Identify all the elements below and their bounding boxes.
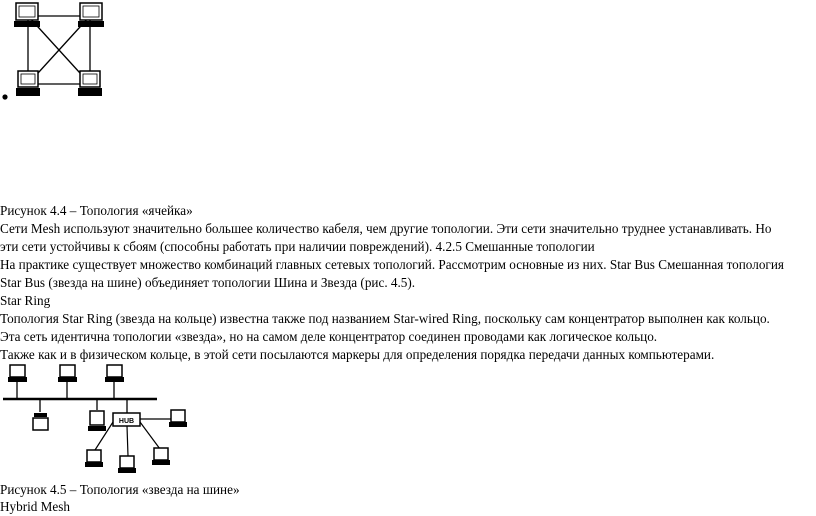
- paragraph-line: Star Bus (звезда на шине) объединяет топологии Шина и Звезда (рис. 4.5).: [0, 275, 416, 290]
- computer-icon: [105, 365, 124, 382]
- hub-label: HUB: [118, 418, 135, 425]
- computer-icon: [78, 71, 102, 96]
- computer-icon: [169, 410, 187, 427]
- paragraph-line: На практике существует множество комбинаций главных сетевых топологий. Рассмотрим основные из них. Star Bus Смешанная топология: [0, 257, 784, 272]
- computer-icon: [88, 411, 106, 431]
- paragraph-line: эти сети устойчивы к сбоям (способны работать при наличии повреждений). 4.2.5 Смешанные топологии: [0, 239, 595, 254]
- heading-star-ring: Star Ring: [0, 293, 51, 308]
- computer-icon: [14, 3, 40, 27]
- caption-figure-4-5: Рисунок 4.5 – Топология «звезда на шине»: [0, 482, 240, 497]
- caption-figure-4-4: Рисунок 4.4 – Топология «ячейка»: [0, 203, 193, 218]
- figure-star-bus-topology: [0, 360, 200, 475]
- paragraph-line: Сети Mesh используют значительно большее количество кабеля, чем другие топологии. Эти сети значительно труднее устанавливать. Но: [0, 221, 772, 236]
- computer-icon: [16, 71, 40, 96]
- computer-icon: [118, 456, 136, 473]
- heading-hybrid-mesh: Hybrid Mesh: [0, 499, 70, 514]
- computer-icon: [33, 413, 48, 430]
- computer-icon: [85, 450, 103, 467]
- paragraph-line: Топология Star Ring (звезда на кольце) известна также под названием Star-wired Ring, поскольку сам концентратор выполнен как кольцо.: [0, 311, 770, 326]
- computer-icon: [78, 3, 104, 27]
- paragraph-line: Также как и в физическом кольце, в этой сети посылаются маркеры для определения порядка передачи данных компьютерами.: [0, 347, 715, 362]
- computer-icon: [8, 365, 27, 382]
- figure-mesh-topology: [0, 0, 120, 110]
- computer-icon: [152, 448, 170, 465]
- computer-icon: [58, 365, 77, 382]
- bullet-dot: [2, 94, 7, 99]
- paragraph-line: Эта сеть идентична топологии «звезда», но на самом деле концентратор соединен проводами как логическое кольцо.: [0, 329, 658, 344]
